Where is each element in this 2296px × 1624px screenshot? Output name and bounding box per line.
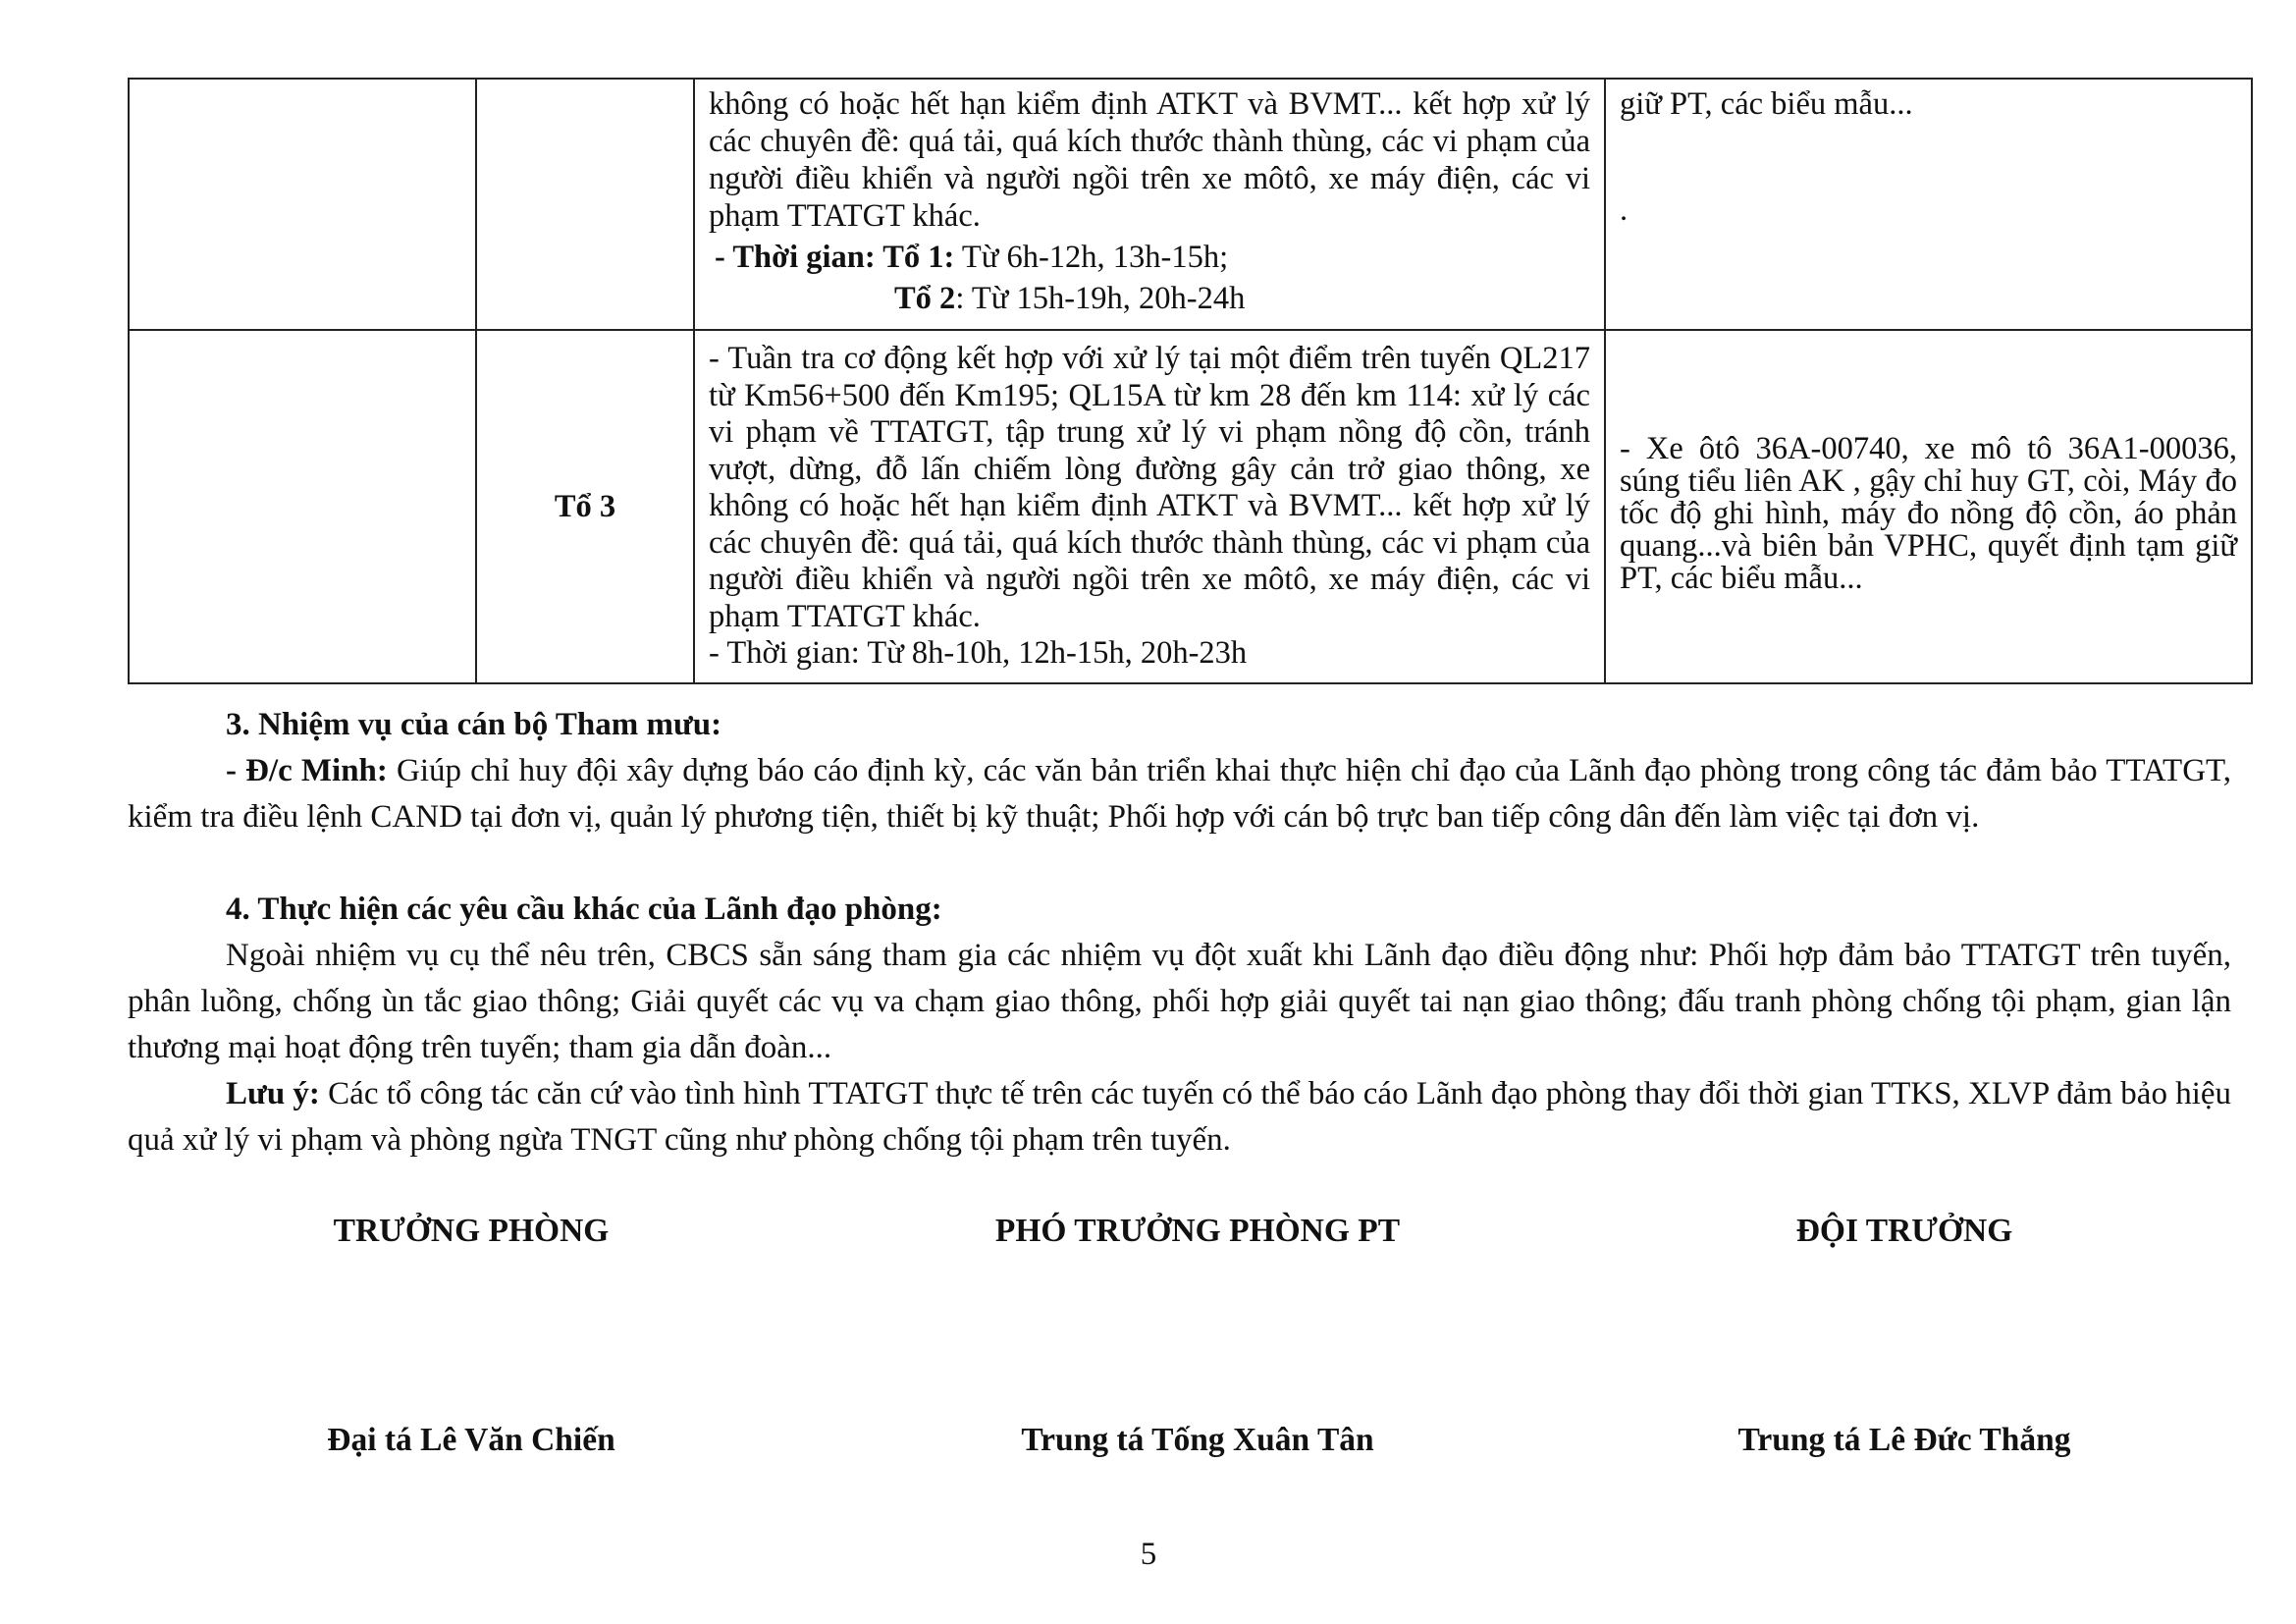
time-line-team1	[709, 239, 1590, 276]
equipment-dot: .	[1620, 192, 1629, 228]
equipment-text: giữ PT, các biểu mẫu...	[1620, 86, 1913, 122]
table-row	[129, 79, 2252, 330]
note-paragraph	[128, 1071, 2231, 1164]
section-4-heading: 4. Thực hiện các yêu cầu khác của Lãnh đạo phòng:	[226, 892, 942, 927]
time-line: - Thời gian: Từ 8h-10h, 12h-15h, 20h-23h	[709, 635, 1248, 671]
signature-name-right: Trung tá Lê Đức Thắng	[1737, 1422, 2071, 1458]
section-3	[128, 702, 2231, 840]
task-text: không có hoặc hết hạn kiểm định ATKT và BVMT... kết hợp xử lý các chuyên đề: quá tải, quá kích thước thành thùng, các vi phạm của người điều khiển và người ngồi trên xe môtô, xe máy điện, các vi phạm TTATGT khác.	[709, 86, 1590, 234]
group-label: Tổ 3	[554, 489, 616, 524]
equipment-cell	[1605, 330, 2252, 683]
signature-title-center: PHÓ TRƯỞNG PHÒNG PT	[994, 1213, 1401, 1249]
team1-time: Từ 6h-12h, 13h-15h;	[954, 240, 1229, 275]
page-number: 5	[1140, 1537, 1157, 1572]
section-3-paragraph	[128, 748, 2231, 840]
signature-title-right: ĐỘI TRƯỞNG	[1795, 1213, 2013, 1249]
table-cell-empty	[129, 79, 476, 330]
section-4	[128, 887, 2231, 1164]
equipment-cell	[1605, 79, 2252, 330]
task-cell	[694, 330, 1605, 683]
table-cell-empty	[476, 79, 694, 330]
signature-title-left: TRƯỞNG PHÒNG	[333, 1213, 610, 1249]
note-text: Các tổ công tác căn cứ vào tình hình TTATGT thực tế trên các tuyến có thể báo cáo Lãnh đạo phòng thay đổi thời gian TTKS, XLVP đảm bảo hiệu quả xử lý vi phạm và phòng ngừa TNGT cũng như phòng chống tội phạm trên tuyến.	[128, 1076, 2232, 1158]
officer-duty: Giúp chỉ huy đội xây dựng báo cáo định kỳ, các văn bản triển khai thực hiện chỉ đạo của Lãnh đạo phòng trong công tác đảm bảo TTATGT, kiểm tra điều lệnh CAND tại đơn vị, quản lý phương tiện, thiết bị kỹ thuật; Phối hợp với cán bộ trực ban tiếp công dân đến làm việc tại đơn vị.	[128, 753, 2231, 835]
section-3-heading: 3. Nhiệm vụ của cán bộ Tham mưu:	[226, 707, 722, 742]
signature-name-left: Đại tá Lê Văn Chiến	[327, 1422, 615, 1458]
signature-name-center: Trung tá Tống Xuân Tân	[1021, 1422, 1374, 1458]
table-row	[129, 330, 2252, 683]
team2-time: : Từ 15h-19h, 20h-24h	[955, 281, 1246, 316]
team2-label: Tổ 2	[894, 281, 956, 316]
group-cell	[476, 330, 694, 683]
task-cell	[694, 79, 1605, 330]
note-label: Lưu ý:	[226, 1076, 320, 1111]
team1-label: Tổ 1:	[882, 240, 955, 275]
time-label: - Thời gian:	[715, 240, 883, 275]
patrol-schedule-table	[128, 78, 2253, 684]
time-line-team2	[709, 280, 1590, 317]
task-text: - Tuần tra cơ động kết hợp với xử lý tại một điểm trên tuyến QL217 từ Km56+500 đến Km195; QL15A từ km 28 đến km 114: xử lý các vi phạm về TTATGT, tập trung xử lý vi phạm nồng độ cồn, tránh vượt, dừng, đỗ lấn chiếm lòng đường gây cản trở giao thông, xe không có hoặc hết hạn kiểm định ATKT và BVMT... kết hợp xử lý các chuyên đề: quá tải, quá kích thước thành thùng, các vi phạm của người điều khiển và người ngồi trên xe môtô, xe máy điện, các vi phạm TTATGT khác.	[709, 341, 1590, 634]
section-4-paragraph: Ngoài nhiệm vụ cụ thể nêu trên, CBCS sẵn sáng tham gia các nhiệm vụ đột xuất khi Lãnh đạo điều động như: Phối hợp đảm bảo TTATGT trên tuyến, phân luồng, chống ùn tắc giao thông; Giải quyết các vụ va chạm giao thông, phối hợp giải quyết tai nạn giao thông; đấu tranh phòng chống tội phạm, gian lận thương mại hoạt động trên tuyến; tham gia dẫn đoàn...	[128, 938, 2231, 1065]
table-cell-empty	[129, 330, 476, 683]
equipment-text: - Xe ôtô 36A-00740, xe mô tô 36A1-00036, súng tiểu liên AK , gậy chỉ huy GT, còi, Máy đo tốc độ ghi hình, máy đo nồng độ cồn, áo phản quang...và biên bản VPHC, quyết định tạm giữ PT, các biểu mẫu...	[1620, 431, 2237, 596]
officer-label: - Đ/c Minh:	[226, 753, 388, 788]
